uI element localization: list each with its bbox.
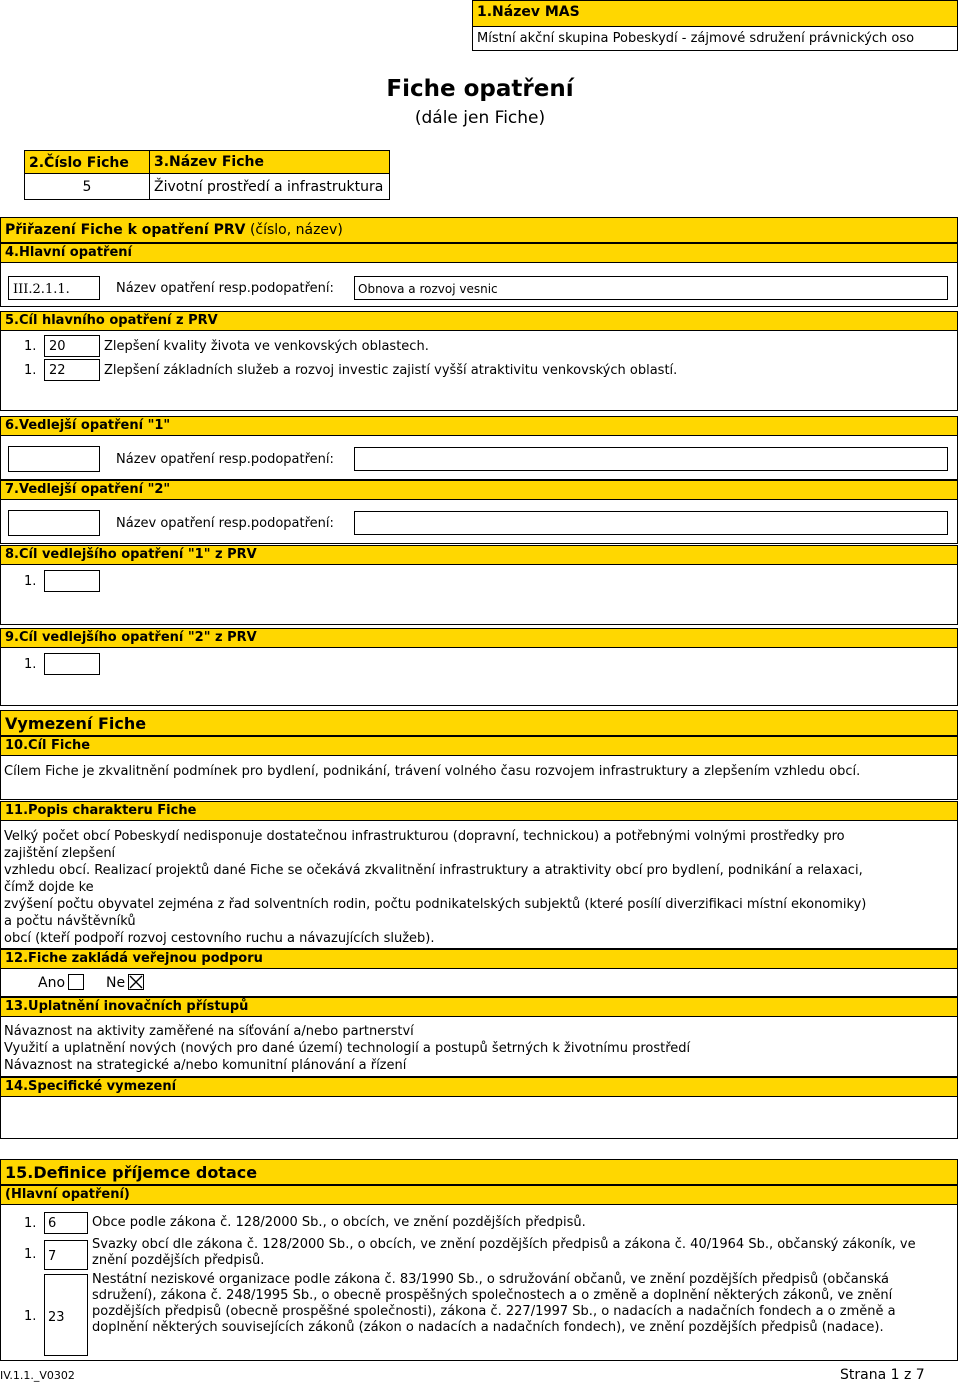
innovation-line: Návaznost na aktivity zaměřené na síťování a/nebo partnerství	[4, 1024, 414, 1039]
recipient-text: Nestátní neziskové organizace podle zákona č. 83/1990 Sb., o sdružování občanů, ve znění pozdějších předpisů (občanská sdružení), zákona č. 248/1995 Sb., o obecně prospěšných společnostech a o změně a doplnění některých zákonů, ve znění pozdějších předpisů (obecně prospěšné společnosti), zákona č. 227/1997 Sb., o nadacích a nadačních fondech a o změně a doplnění některých souvisejících zákonů (zákon o nadacích a nadačních fondech), ve znění pozdějších předpisů (nadace).	[92, 1272, 896, 1335]
character-line: Velký počet obcí Pobeskydí nedisponuje dostatečnou infrastrukturou (dopravní, technickou) a potřebnými volnými prostředky pro	[4, 829, 845, 844]
side1-label: 6.Vedlejší opatření "1"	[0, 416, 958, 436]
recipients-heading: 15.Definice příjemce dotace	[0, 1159, 958, 1185]
main-goal-code: 20	[44, 335, 100, 357]
assignment-heading-bold: Přiřazení Fiche k opatření PRV	[5, 222, 246, 238]
character-text	[4, 828, 954, 947]
recipient-num: 1.	[24, 1309, 37, 1324]
character-line: vzhledu obcí. Realizací projektů dané Fiche se očekává zkvalitnění infrastruktury a atraktivity obcí pro bydlení, podnikání a relaxaci,	[4, 863, 863, 878]
side1-goal-num: 1.	[24, 574, 37, 589]
mas-value: Místní akční skupina Pobeskydí - zájmové sdružení právnických oso	[477, 31, 915, 46]
mas-label: 1.Název MAS	[477, 4, 580, 20]
recipient-num: 1.	[24, 1247, 37, 1262]
main-measure-name-label: Název opatření resp.podopatření:	[116, 281, 334, 296]
main-measure-label: 4.Hlavní opatření	[0, 243, 958, 263]
definition-heading: Vymezení Fiche	[0, 710, 958, 736]
main-goal-code: 22	[44, 359, 100, 381]
main-goal-text: Zlepšení základních služeb a rozvoj investic zajistí vyšší atraktivitu venkovských oblastí.	[104, 363, 678, 378]
public-support-no-label: Ne	[106, 975, 126, 991]
character-line: a počtu návštěvníků	[4, 914, 136, 929]
fiche-name-label: 3.Název Fiche	[150, 150, 390, 174]
assignment-heading	[0, 217, 958, 243]
specific-area	[0, 1097, 958, 1139]
assignment-heading-rest: (číslo, název)	[249, 222, 343, 238]
character-line: čímž dojde ke	[4, 880, 94, 895]
footer-code: IV.1.1._V0302	[0, 1369, 75, 1382]
footer-page: Strana 1 z 7	[840, 1367, 925, 1383]
main-measure-code: III.2.1.1.	[8, 276, 100, 300]
side1-name-field	[354, 447, 948, 471]
recipient-code: 7	[44, 1240, 88, 1270]
main-goal-label: 5.Cíl hlavního opatření z PRV	[0, 311, 958, 331]
side2-code-field	[8, 510, 100, 536]
fiche-number-value: 5	[24, 174, 150, 200]
recipient-num: 1.	[24, 1216, 37, 1231]
innovation-line: Návaznost na strategické a/nebo komunitní plánování a řízení	[4, 1058, 407, 1073]
fiche-goal-text: Cílem Fiche je zkvalitnění podmínek pro bydlení, podnikání, trávení volného času rozvojem infrastruktury a zlepšením vzhledu obcí.	[4, 764, 861, 779]
public-support-yes-label: Ano	[38, 975, 66, 991]
character-line: zajištění zlepšení	[4, 846, 116, 861]
recipient-text: Svazky obcí dle zákona č. 128/2000 Sb., o obcích, ve znění pozdějších předpisů a zákona č. 40/1964 Sb., občanský zákoník, ve znění pozdějších předpisů.	[92, 1237, 916, 1268]
side2-goal-code-field	[44, 653, 100, 675]
side1-goal-code-field	[44, 570, 100, 592]
specific-label: 14.Specifické vymezení	[0, 1077, 958, 1097]
character-line: zvýšení počtu obyvatel zejména z řad solventních rodin, počtu podnikatelských subjektů (které posílí diverzifikaci místní ekonomiky)	[4, 897, 867, 912]
main-measure-name-field: Obnova a rozvoj vesnic	[354, 276, 948, 300]
public-support-label: 12.Fiche zakládá veřejnou podporu	[0, 949, 958, 969]
main-goal-num: 1.	[24, 339, 37, 354]
character-line: obcí (kteří podpoří rozvoj cestovního ruchu a návazujících služeb).	[4, 931, 435, 946]
main-goal-num: 1.	[24, 363, 37, 378]
page-subtitle: (dále jen Fiche)	[414, 108, 546, 128]
recipient-code: 6	[44, 1212, 88, 1234]
page-title: Fiche opatření	[386, 76, 574, 102]
checkbox-cross-icon	[129, 975, 143, 989]
fiche-goal-label: 10.Cíl Fiche	[0, 736, 958, 756]
innovation-line: Využití a uplatnění nových (nových pro dané území) technologií a postupů šetrných k životnímu prostředí	[4, 1041, 691, 1056]
side1-goal-area	[0, 565, 958, 625]
innovation-list	[4, 1023, 690, 1074]
mas-label-box	[472, 0, 958, 27]
side2-name-label: Název opatření resp.podopatření:	[116, 516, 334, 531]
public-support-no-checkbox[interactable]	[128, 974, 144, 990]
side1-code-field	[8, 446, 100, 472]
side1-goal-label: 8.Cíl vedlejšího opatření "1" z PRV	[0, 545, 958, 565]
recipient-text: Obce podle zákona č. 128/2000 Sb., o obcích, ve znění pozdějších předpisů.	[92, 1215, 586, 1230]
innovation-label: 13.Uplatnění inovačních přístupů	[0, 997, 958, 1017]
character-label: 11.Popis charakteru Fiche	[0, 801, 958, 821]
recipient-code: 23	[44, 1274, 88, 1356]
fiche-number-label: 2.Číslo Fiche	[24, 150, 150, 174]
side2-label: 7.Vedlejší opatření "2"	[0, 480, 958, 500]
side2-goal-label: 9.Cíl vedlejšího opatření "2" z PRV	[0, 628, 958, 648]
mas-value-box	[472, 27, 958, 51]
side1-name-label: Název opatření resp.podopatření:	[116, 452, 334, 467]
recipients-sub: (Hlavní opatření)	[0, 1185, 958, 1205]
side2-name-field	[354, 511, 948, 535]
side2-goal-area	[0, 648, 958, 706]
side2-goal-num: 1.	[24, 657, 37, 672]
main-goal-text: Zlepšení kvality života ve venkovských oblastech.	[104, 339, 429, 354]
public-support-yes-checkbox[interactable]	[68, 974, 84, 990]
fiche-name-value: Životní prostředí a infrastruktura	[150, 174, 390, 200]
